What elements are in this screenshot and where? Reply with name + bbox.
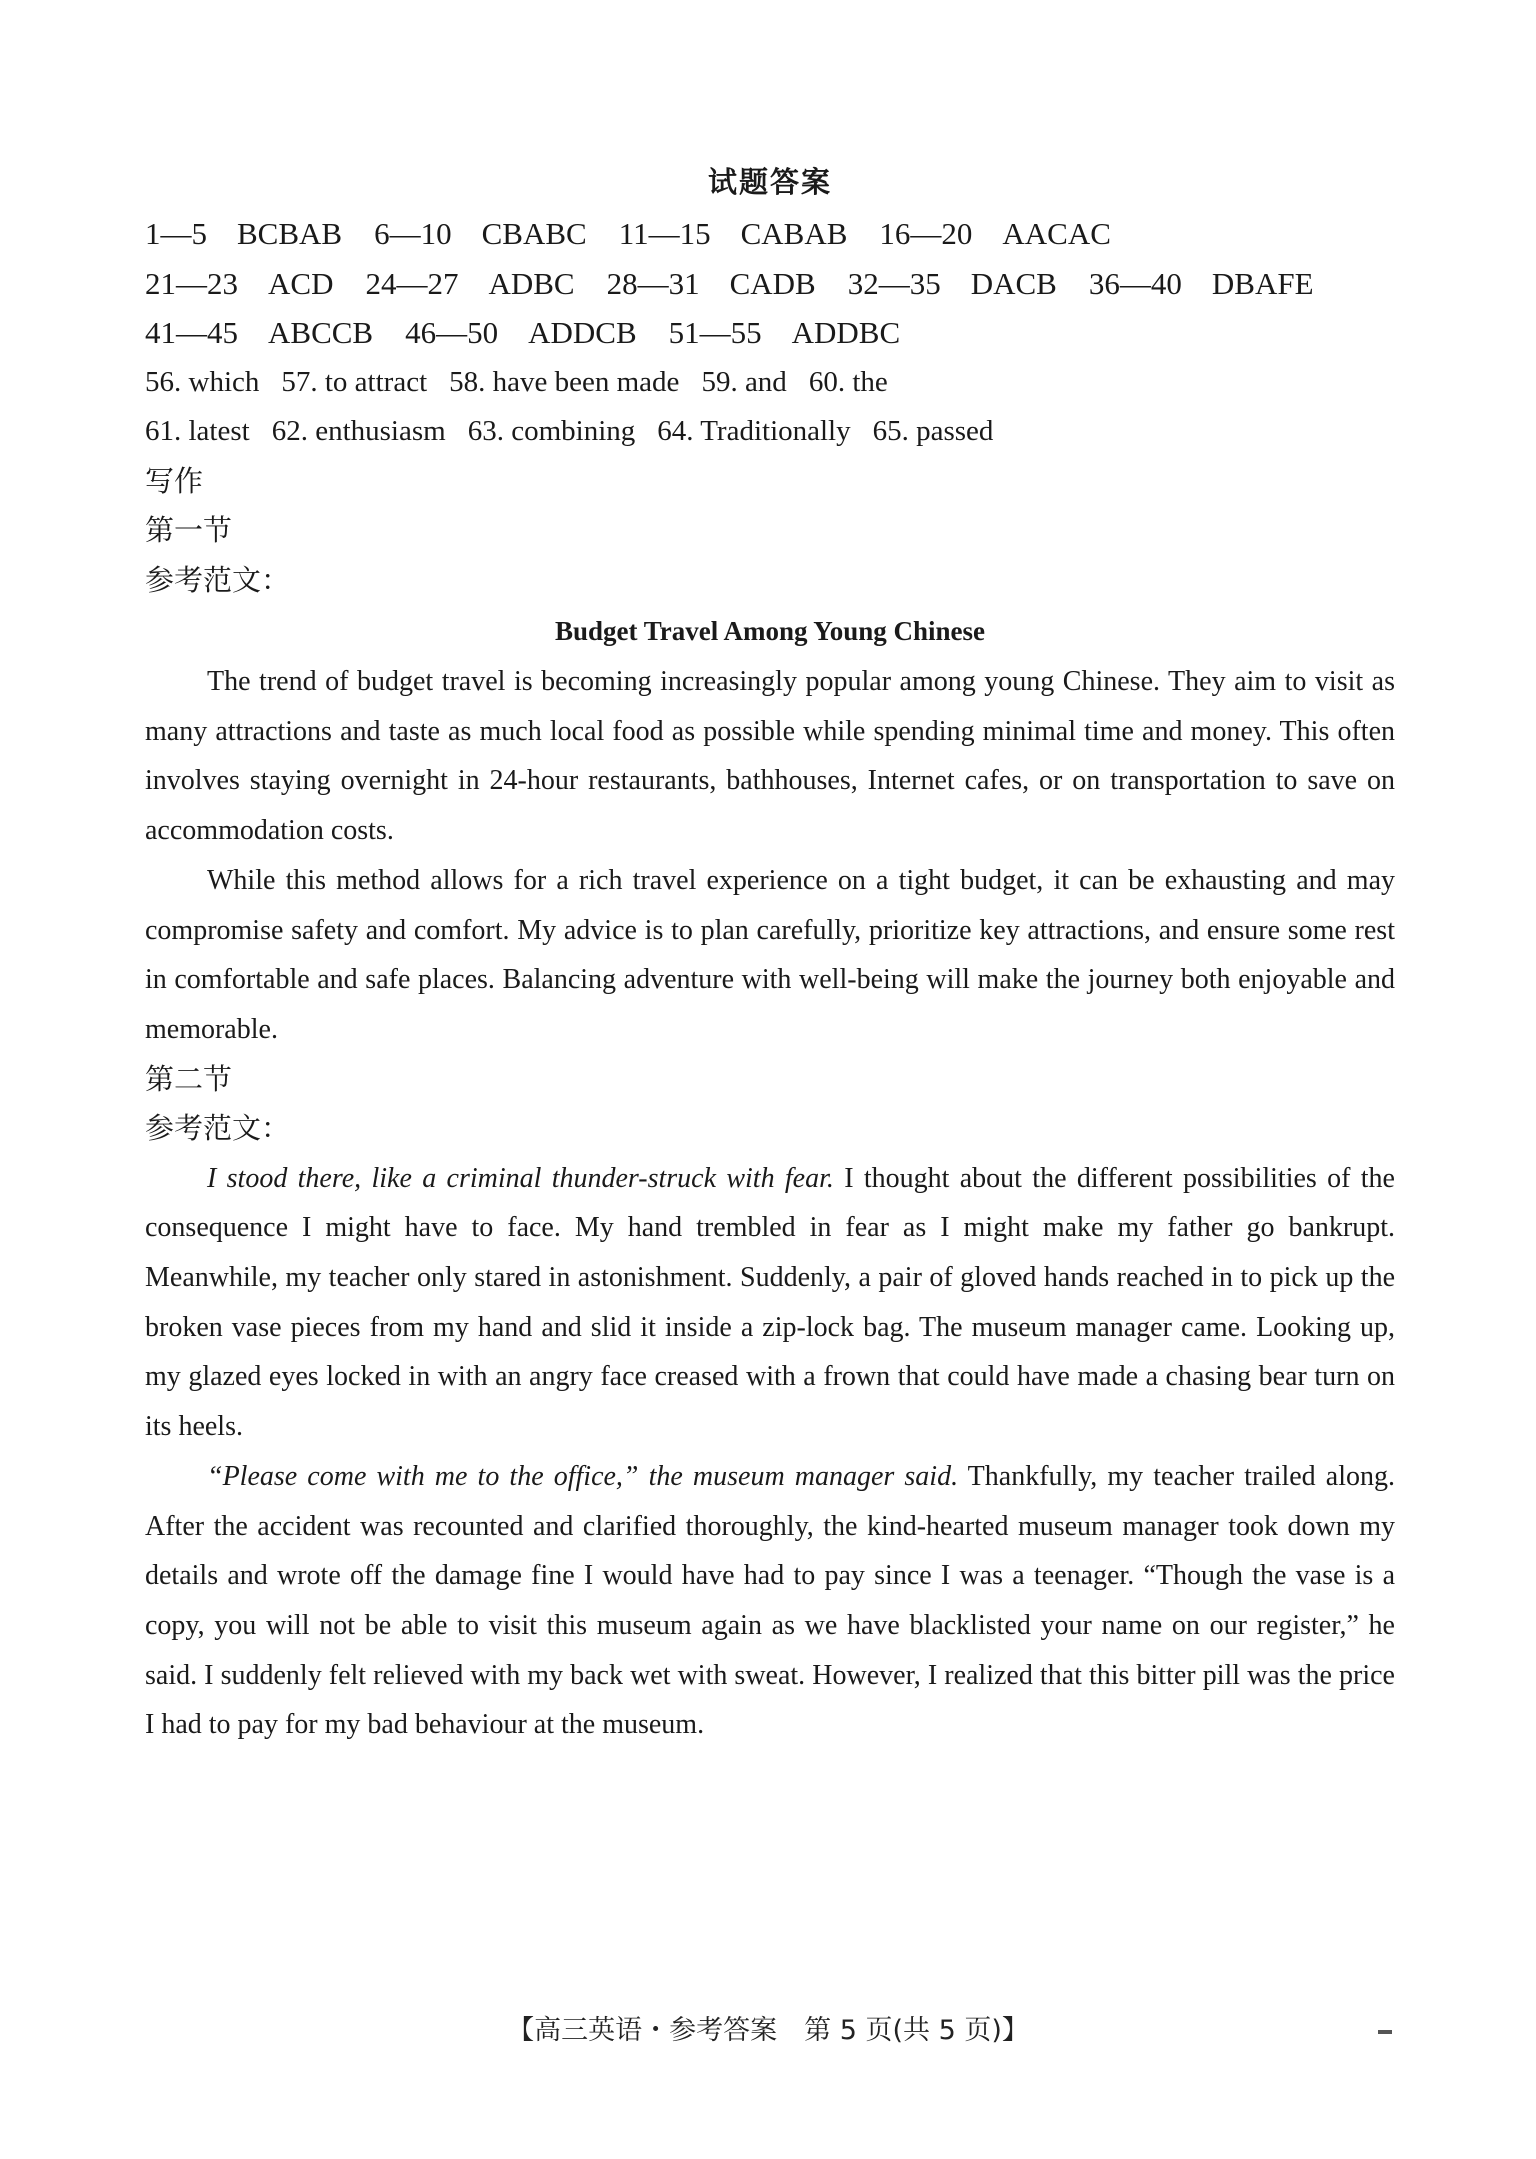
question-range: 16—20 [879, 216, 973, 251]
corner-mark [1378, 2030, 1392, 2034]
paragraph-1-opening: I stood there, like a criminal thunder-struck with fear. [207, 1162, 834, 1194]
answer-row [145, 308, 1395, 358]
question-range: 28—31 [606, 265, 700, 301]
question-range: 6—10 [374, 216, 452, 251]
answer-group [607, 259, 816, 309]
paragraph-2-body: Thankfully, my teacher trailed along. After the accident was recounted and clarified thoroughly, the kind-hearted museum manager took down my details and wrote off the damage fine I would have had to pay since I was a teenager. “Though the vase is a copy, you will not be able to visit this museum again as we have blacklisted your name on our register,” he said. I suddenly felt relieved with my back wet with sweat. However, I realized that this bitter pill was the price I had to pay for my bad behaviour at the museum. [145, 1460, 1395, 1741]
essay-title: Budget Travel Among Young Chinese [554, 616, 986, 646]
answer-page [145, 160, 1395, 1750]
section2-heading: 第二节 [145, 1061, 233, 1096]
answer-key: ACD [268, 265, 334, 301]
fill-row [145, 358, 1395, 408]
answer-key: CBABC [481, 216, 587, 251]
answer-key: CABAB [740, 216, 848, 251]
fill-answer: 65. passed [872, 415, 994, 447]
answer-key: BCBAB [237, 216, 343, 251]
answer-key: ADDCB [528, 315, 637, 350]
page-title: 试题答案 [707, 165, 832, 199]
answer-group [848, 259, 1057, 309]
section1-heading: 第一节 [145, 513, 233, 547]
continuation-paragraph-2 [145, 1452, 1395, 1750]
continuation-paragraph-1 [145, 1154, 1395, 1452]
question-range: 32—35 [847, 265, 941, 301]
fill-answer: 58. have been made [449, 365, 680, 398]
answer-group [619, 209, 848, 259]
answer-key: ABCCB [268, 315, 374, 350]
answer-key: AACAC [1002, 216, 1111, 251]
section1-sample-label: 参考范文： [145, 562, 291, 597]
answer-group [1089, 259, 1314, 309]
fill-answer: 62. enthusiasm [271, 415, 446, 447]
essay-paragraph-1: The trend of budget travel is becoming increasingly popular among young Chinese. They aim to visit as many attractions and taste as much local food as possible while spending minimal time and money. This often involves staying overnight in 24-hour restaurants, bathhouses, Internet cafes, or on transportation to save on accommodation costs. [145, 666, 1395, 847]
answer-group [145, 209, 342, 259]
answer-key: DBAFE [1211, 265, 1314, 301]
question-range: 36—40 [1088, 265, 1182, 301]
answer-group [145, 308, 373, 358]
question-range: 46—50 [405, 315, 499, 350]
answer-key: CADB [729, 265, 816, 301]
fill-answer: 56. which [145, 365, 260, 398]
answer-group [365, 259, 574, 309]
section2-sample-label: 参考范文： [145, 1111, 291, 1146]
fill-answer: 61. latest [145, 415, 250, 447]
answer-group [669, 308, 901, 358]
writing-heading: 写作 [145, 463, 204, 498]
question-range: 1—5 [145, 216, 207, 251]
question-range: 21—23 [145, 265, 238, 301]
answer-key: ADBC [488, 265, 575, 301]
fill-in-answers [145, 358, 1395, 457]
answer-key: ADDBC [791, 315, 901, 350]
answer-group [405, 308, 637, 358]
page-footer: 【高三英语・参考答案 第 5 页(共 5 页)】 [507, 2015, 1029, 2046]
answer-group [374, 209, 587, 259]
answer-row [145, 259, 1395, 309]
answer-group [879, 209, 1111, 259]
fill-answer: 59. and [701, 365, 787, 398]
question-range: 51—55 [668, 315, 762, 350]
question-range: 11—15 [618, 216, 711, 251]
fill-answer: 63. combining [467, 415, 636, 447]
fill-row [145, 407, 1395, 457]
answer-group [145, 259, 333, 309]
multiple-choice-answers [145, 209, 1395, 358]
fill-answer: 64. Traditionally [657, 415, 851, 447]
question-range: 41—45 [145, 315, 238, 350]
fill-answer: 57. to attract [281, 365, 428, 398]
fill-answer: 60. the [808, 365, 888, 398]
answer-key: DACB [970, 265, 1057, 301]
essay-paragraph-2: While this method allows for a rich travel experience on a tight budget, it can be exhausting and may compromise safety and comfort. My advice is to plan carefully, prioritize key attractions, and ensure some rest in comfortable and safe places. Balancing adventure with well-being will make the journey both enjoyable and memorable. [145, 864, 1395, 1045]
paragraph-2-opening: “Please come with me to the office,” the museum manager said. [207, 1460, 959, 1492]
paragraph-1-body: I thought about the different possibilities of the consequence I might have to face. My hand trembled in fear as I might make my father go bankrupt. Meanwhile, my teacher only stared in astonishment. Suddenly, a pair of gloved hands reached in to pick up the broken vase pieces from my hand and slid it inside a zip-lock bag. The museum manager came. Looking up, my glazed eyes locked in with an angry face creased with a frown that could have made a chasing bear turn on its heels. [145, 1162, 1395, 1443]
question-range: 24—27 [365, 265, 459, 301]
answer-row [145, 209, 1395, 259]
